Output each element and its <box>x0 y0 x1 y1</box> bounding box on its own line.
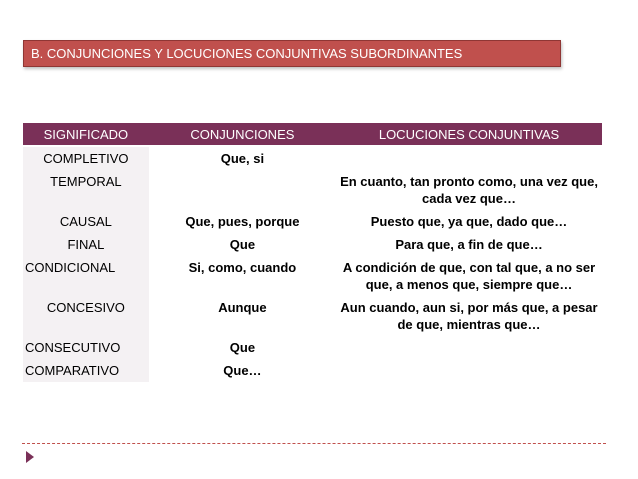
cell-significado: CONDICIONAL <box>23 256 149 296</box>
table-header-row <box>23 123 602 146</box>
cell-conjunciones: Aunque <box>218 300 267 315</box>
table-row <box>23 359 602 382</box>
conjunctions-table <box>23 123 602 382</box>
cell-significado: COMPARATIVO <box>23 359 149 382</box>
cell-locuciones: Aun cuando, aun si, por más que, a pesar de que, mientras que… <box>340 300 598 332</box>
header-conjunciones: CONJUNCIONES <box>149 123 336 146</box>
header-significado: SIGNIFICADO <box>23 123 149 146</box>
cell-significado: TEMPORAL <box>23 170 149 210</box>
cell-conjunciones: Que, si <box>220 151 265 166</box>
triangle-bullet-icon <box>26 451 34 463</box>
cell-locuciones <box>336 359 602 382</box>
cell-locuciones: Para que, a fin de que… <box>395 237 543 252</box>
cell-locuciones <box>336 146 602 170</box>
cell-conjunciones: Si, como, cuando <box>188 260 297 275</box>
cell-conjunciones: Que, pues, porque <box>185 214 300 229</box>
cell-conjunciones <box>149 170 336 210</box>
table-row <box>23 296 602 336</box>
cell-conjunciones: Que… <box>223 363 262 378</box>
cell-significado: CONCESIVO <box>23 296 149 336</box>
cell-locuciones <box>336 336 602 359</box>
cell-locuciones: Puesto que, ya que, dado que… <box>370 214 568 229</box>
cell-conjunciones: Que <box>229 340 256 355</box>
footer-divider <box>22 443 606 444</box>
cell-significado: FINAL <box>23 233 149 256</box>
table-row <box>23 146 602 170</box>
table-row <box>23 256 602 296</box>
cell-significado: CONSECUTIVO <box>23 336 149 359</box>
header-locuciones: LOCUCIONES CONJUNTIVAS <box>336 123 602 146</box>
table-row <box>23 233 602 256</box>
cell-locuciones: A condición de que, con tal que, a no ser que, a menos que, siempre que… <box>342 260 596 292</box>
cell-significado: COMPLETIVO <box>23 146 149 170</box>
table-row <box>23 170 602 210</box>
cell-locuciones: En cuanto, tan pronto como, una vez que, cada vez que… <box>340 174 598 206</box>
table-row <box>23 210 602 233</box>
cell-conjunciones: Que <box>229 237 256 252</box>
table-row <box>23 336 602 359</box>
slide-title: B. CONJUNCIONES Y LOCUCIONES CONJUNTIVAS SUBORDINANTES <box>23 40 561 67</box>
cell-significado: CAUSAL <box>23 210 149 233</box>
